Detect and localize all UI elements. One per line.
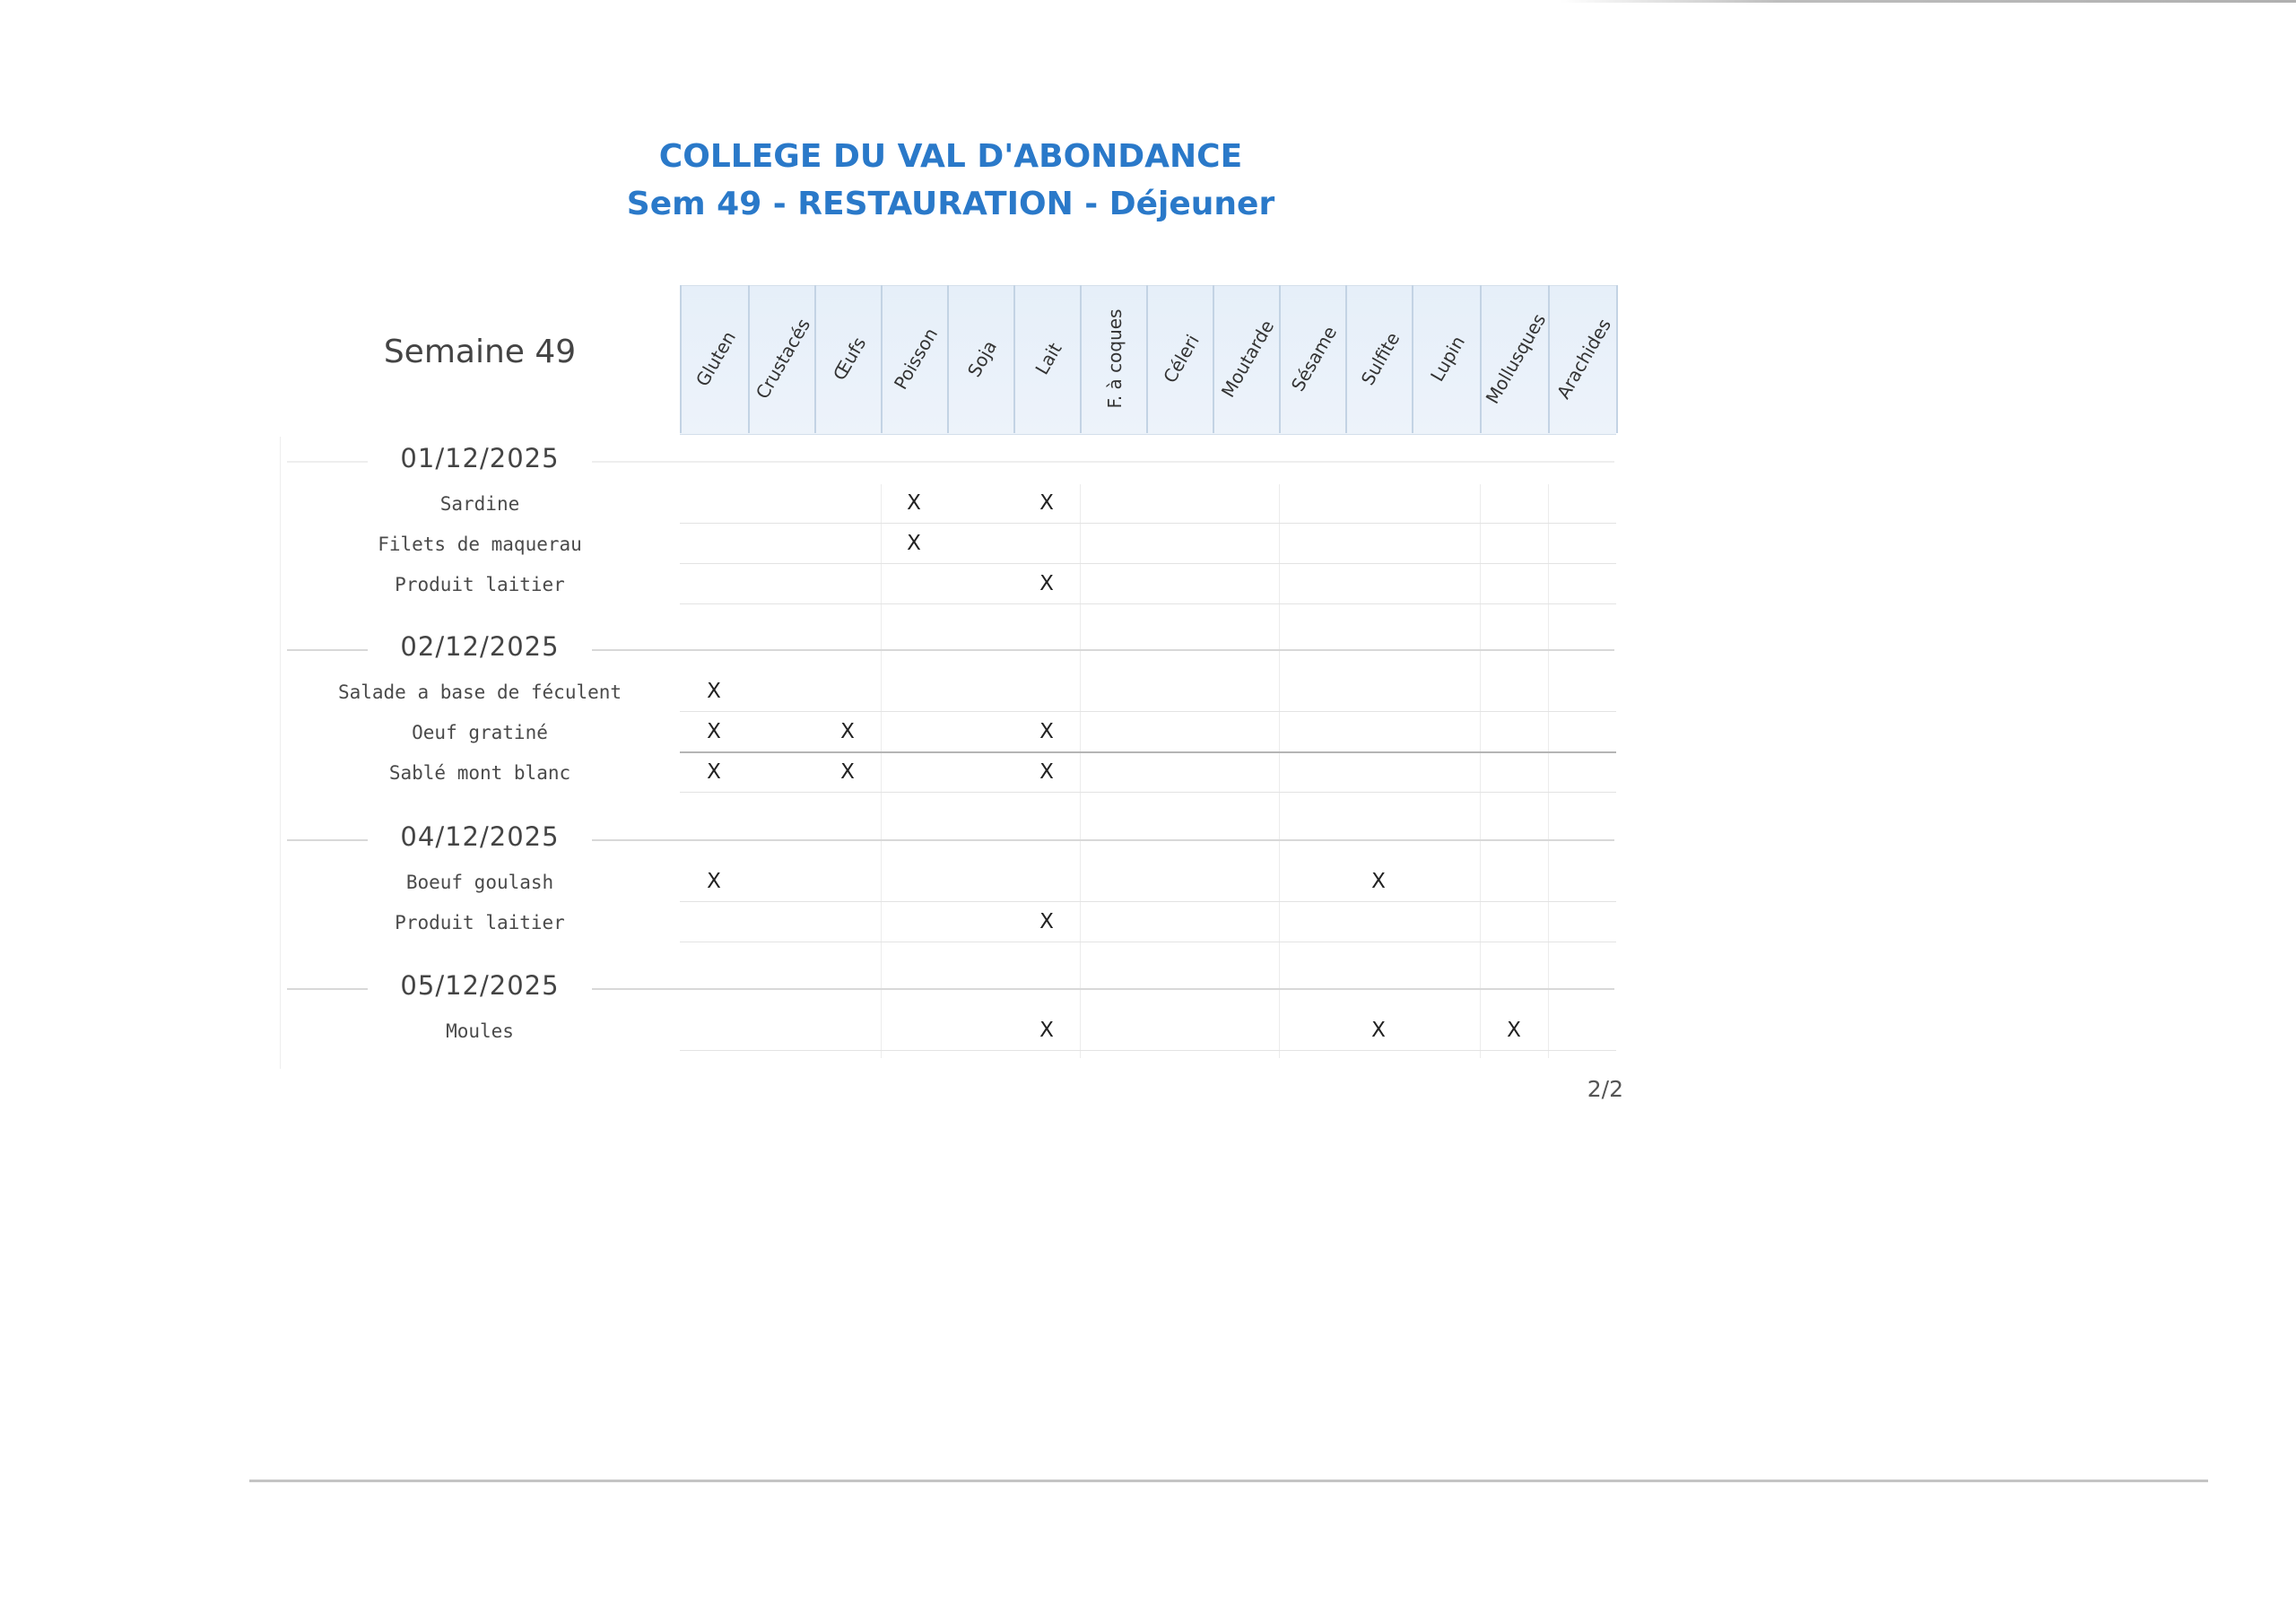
allergen-header-2 xyxy=(814,285,883,433)
allergen-label: Soja xyxy=(962,336,1002,381)
allergen-mark: X xyxy=(907,532,921,555)
allergen-mark: X xyxy=(707,680,721,703)
allergen-label: Sésame xyxy=(1286,322,1342,395)
row-divider xyxy=(680,711,1616,712)
allergen-mark: X xyxy=(840,760,855,784)
row-divider xyxy=(680,523,1616,524)
allergen-label: Poisson xyxy=(889,324,943,394)
allergen-label: F. à coques xyxy=(1104,308,1126,409)
day-date: 01/12/2025 xyxy=(368,443,592,473)
day-date: 04/12/2025 xyxy=(368,821,592,852)
column-guide xyxy=(881,484,882,1058)
dish-name: Salade a base de féculent xyxy=(337,681,622,703)
allergen-label: Œufs xyxy=(828,333,871,385)
allergen-mark: X xyxy=(1039,1019,1054,1042)
allergen-mark: X xyxy=(1039,572,1054,595)
column-guide xyxy=(1548,484,1549,1058)
allergen-label: Sulfite xyxy=(1356,328,1405,389)
allergen-mark: X xyxy=(1039,720,1054,743)
column-guide xyxy=(1080,484,1081,1058)
allergen-header-4 xyxy=(947,285,1015,433)
allergen-header-10 xyxy=(1345,285,1413,433)
allergen-label: Céleri xyxy=(1159,330,1204,387)
row-divider xyxy=(680,751,1616,753)
dish-name: Oeuf gratiné xyxy=(412,722,548,743)
allergen-label: Mollusques xyxy=(1481,309,1551,408)
school-title: COLLEGE DU VAL D'ABONDANCE xyxy=(658,138,1243,175)
dish-name: Sardine xyxy=(439,493,520,515)
allergen-label: Arachides xyxy=(1552,315,1616,403)
allergen-header-9 xyxy=(1279,285,1347,433)
allergen-header-13 xyxy=(1548,285,1618,433)
allergen-mark: X xyxy=(1039,491,1054,515)
allergen-mark: X xyxy=(1039,760,1054,784)
allergen-label: Moutarde xyxy=(1216,316,1279,402)
allergen-label: Lait xyxy=(1031,339,1066,378)
day-date: 05/12/2025 xyxy=(368,970,592,1001)
row-divider xyxy=(680,1050,1616,1051)
allergen-mark: X xyxy=(1371,1019,1386,1042)
allergen-header-11 xyxy=(1412,285,1482,433)
allergen-header-7 xyxy=(1146,285,1214,433)
allergen-header-8 xyxy=(1213,285,1281,433)
allergen-mark: X xyxy=(1039,910,1054,933)
dish-name: Produit laitier xyxy=(395,912,565,933)
allergen-mark: X xyxy=(707,870,721,893)
allergen-header-1 xyxy=(748,285,816,433)
allergen-mark: X xyxy=(707,760,721,784)
dish-name: Filets de maquerau xyxy=(378,534,582,555)
allergen-mark: X xyxy=(1371,870,1386,893)
allergen-header-end xyxy=(1616,285,1618,433)
allergen-header-6 xyxy=(1080,285,1148,433)
allergen-header-0 xyxy=(680,285,750,433)
dish-name: Produit laitier xyxy=(395,574,565,595)
allergen-header-12 xyxy=(1480,285,1550,433)
allergen-mark: X xyxy=(1507,1019,1521,1042)
allergen-mark: X xyxy=(707,720,721,743)
week-label: Semaine 49 xyxy=(383,334,577,370)
column-guide xyxy=(1279,484,1280,1058)
page-number: 2/2 xyxy=(1587,1076,1623,1102)
menu-subtitle: Sem 49 - RESTAURATION - Déjeuner xyxy=(626,186,1275,222)
allergen-mark: X xyxy=(907,491,921,515)
footer-divider xyxy=(249,1480,2208,1482)
allergen-header-5 xyxy=(1013,285,1082,433)
day-date: 02/12/2025 xyxy=(368,631,592,662)
dish-name: Moules xyxy=(446,1020,514,1042)
row-divider xyxy=(680,563,1616,564)
row-divider xyxy=(680,901,1616,902)
allergen-label: Crustacés xyxy=(751,315,815,403)
dish-name: Sablé mont blanc xyxy=(388,762,571,784)
dish-name: Boeuf goulash xyxy=(405,872,554,893)
row-divider xyxy=(680,603,1616,604)
allergen-label: Lupin xyxy=(1426,332,1469,386)
allergen-label: Gluten xyxy=(691,327,741,390)
scan-edge xyxy=(1561,0,2296,3)
row-divider xyxy=(680,792,1616,793)
column-guide xyxy=(1480,484,1481,1058)
allergen-header-3 xyxy=(881,285,949,433)
allergen-mark: X xyxy=(840,720,855,743)
